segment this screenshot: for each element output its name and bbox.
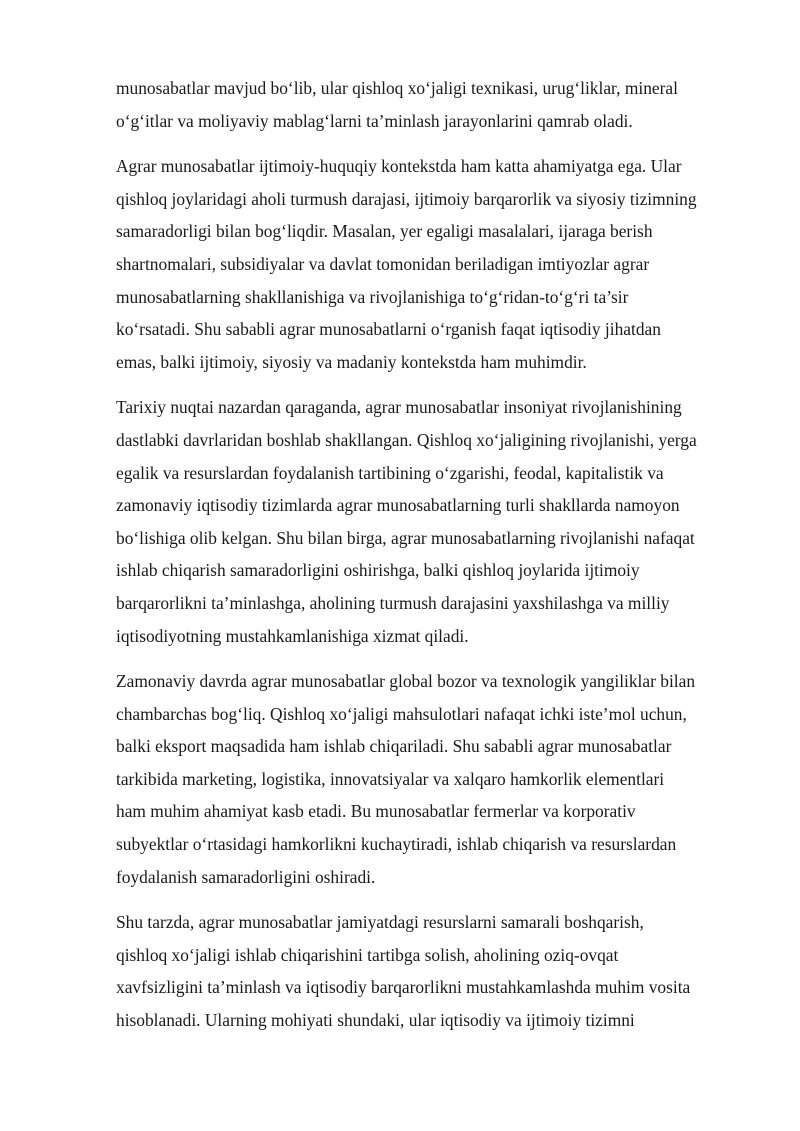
text-line: dastlabki davrlaridan boshlab shakllangan. Qishloq xo‘jaligining rivojlanishi, yerga xyxy=(116,429,697,450)
paragraph-5 xyxy=(116,906,746,1036)
text-line: shartnomalari, subsidiyalar va davlat tomonidan beriladigan imtiyozlar agrar xyxy=(116,253,650,274)
text-line: ham muhim ahamiyat kasb etadi. Bu munosabatlar fermerlar va korporativ xyxy=(116,801,636,822)
text-line: qishloq xo‘jaligi ishlab chiqarishini tartibga solish, aholining oziq-ovqat xyxy=(116,944,619,965)
text-line: tarkibida marketing, logistika, innovatsiyalar va xalqaro hamkorlik elementlari xyxy=(116,768,665,789)
text-line: zamonaviy iqtisodiy tizimlarda agrar munosabatlarning turli shakllarda namoyon xyxy=(116,495,680,516)
paragraph-1 xyxy=(116,72,746,137)
text-line: munosabatlar mavjud bo‘lib, ular qishloq xo‘jaligi texnikasi, urug‘liklar, mineral xyxy=(116,78,678,98)
text-line: subyektlar o‘rtasidagi hamkorlikni kuchaytiradi, ishlab chiqarish va resurslardan xyxy=(116,834,677,855)
text-line: qishloq joylaridagi aholi turmush darajasi, ijtimoiy barqarorlik va siyosiy tizimning xyxy=(116,188,697,209)
paragraph-2 xyxy=(116,150,746,378)
text-line: bo‘lishiga olib kelgan. Shu bilan birga, agrar munosabatlarning rivojlanishi nafaqat xyxy=(116,527,695,548)
text-line: Shu tarzda, agrar munosabatlar jamiyatdagi resurslarni samarali boshqarish, xyxy=(116,912,644,933)
text-line: foydalanish samaradorligini oshiradi. xyxy=(116,866,376,887)
text-line: o‘g‘itlar va moliyaviy mablag‘larni ta’minlash jarayonlarini qamrab oladi. xyxy=(116,110,633,131)
text-line: ishlab chiqarish samaradorligini oshirishga, balki qishloq joylarida ijtimoiy xyxy=(116,560,640,581)
text-line: xavfsizligini ta’minlash va iqtisodiy barqarorlikni mustahkamlashda muhim vosita xyxy=(116,977,691,998)
text-line: munosabatlarning shakllanishiga va rivojlanishiga to‘g‘ridan-to‘g‘ri ta’sir xyxy=(116,286,629,307)
text-line: Agrar munosabatlar ijtimoiy-huquqiy kontekstda ham katta ahamiyatga ega. Ular xyxy=(116,156,682,177)
paragraph-3 xyxy=(116,391,746,652)
text-line: ko‘rsatadi. Shu sababli agrar munosabatlarni o‘rganish faqat iqtisodiy jihatdan xyxy=(116,319,661,340)
text-line: chambarchas bog‘liq. Qishloq xo‘jaligi mahsulotlari nafaqat ichki iste’mol uchun, xyxy=(116,703,687,724)
text-line: samaradorligi bilan bog‘liqdir. Masalan, yer egaligi masalalari, ijaraga berish xyxy=(116,221,653,242)
text-line: balki eksport maqsadida ham ishlab chiqariladi. Shu sababli agrar munosabatlar xyxy=(116,736,672,757)
text-line: egalik va resurslardan foydalanish tartibining o‘zgarishi, feodal, kapitalistik va xyxy=(116,462,664,483)
text-line: iqtisodiyotning mustahkamlanishiga xizmat qiladi. xyxy=(116,625,469,646)
text-line: Zamonaviy davrda agrar munosabatlar global bozor va texnologik yangiliklar bilan xyxy=(116,671,696,692)
document-page xyxy=(116,72,746,1050)
text-line: barqarorlikni ta’minlashga, aholining turmush darajasini yaxshilashga va milliy xyxy=(116,592,670,613)
paragraph-4 xyxy=(116,665,746,893)
text-line: emas, balki ijtimoiy, siyosiy va madaniy kontekstda ham muhimdir. xyxy=(116,351,587,372)
text-line: Tarixiy nuqtai nazardan qaraganda, agrar munosabatlar insoniyat rivojlanishining xyxy=(116,397,682,418)
text-line: hisoblanadi. Ularning mohiyati shundaki, ular iqtisodiy va ijtimoiy tizimni xyxy=(116,1010,635,1031)
